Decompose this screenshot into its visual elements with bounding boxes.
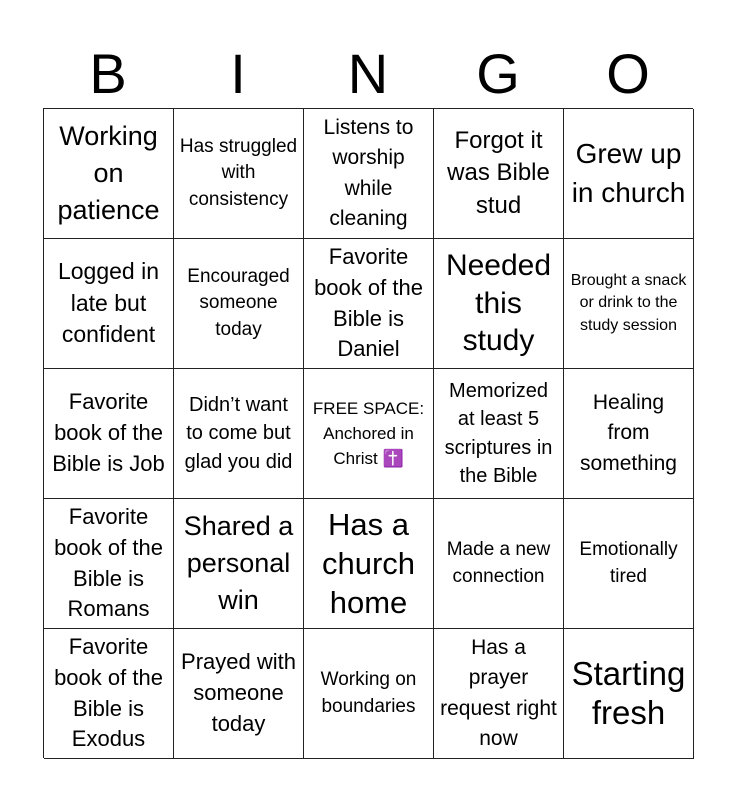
bingo-cell[interactable]: Didn’t want to come but glad you did: [174, 369, 304, 499]
bingo-cell[interactable]: Needed this study: [434, 239, 564, 369]
bingo-header: [43, 40, 693, 108]
bingo-cell[interactable]: Favorite book of the Bible is Daniel: [304, 239, 434, 369]
bingo-cell[interactable]: Brought a snack or drink to the study session: [564, 239, 694, 369]
bingo-cell[interactable]: Favorite book of the Bible is Romans: [44, 499, 174, 629]
bingo-cell[interactable]: Favorite book of the Bible is Exodus: [44, 629, 174, 759]
free-space-cell[interactable]: FREE SPACE: Anchored in Christ ✝️: [304, 369, 434, 499]
bingo-cell[interactable]: Working on patience: [44, 109, 174, 239]
header-letter-g: G: [476, 42, 520, 105]
bingo-card: [43, 108, 693, 758]
bingo-cell[interactable]: Shared a personal win: [174, 499, 304, 629]
bingo-cell[interactable]: Has a prayer request right now: [434, 629, 564, 759]
bingo-cell[interactable]: Memorized at least 5 scriptures in the Bible: [434, 369, 564, 499]
bingo-cell[interactable]: Forgot it was Bible stud: [434, 109, 564, 239]
bingo-cell[interactable]: Has a church home: [304, 499, 434, 629]
bingo-cell[interactable]: Listens to worship while cleaning: [304, 109, 434, 239]
header-letter-n: N: [347, 42, 389, 105]
bingo-cell[interactable]: Encouraged someone today: [174, 239, 304, 369]
header-letter-b: B: [89, 42, 127, 105]
bingo-cell[interactable]: Made a new connection: [434, 499, 564, 629]
bingo-cell[interactable]: Favorite book of the Bible is Job: [44, 369, 174, 499]
bingo-cell[interactable]: Has struggled with consistency: [174, 109, 304, 239]
bingo-cell[interactable]: Logged in late but confident: [44, 239, 174, 369]
bingo-cell[interactable]: Starting fresh: [564, 629, 694, 759]
bingo-cell[interactable]: Working on boundaries: [304, 629, 434, 759]
bingo-cell[interactable]: Emotionally tired: [564, 499, 694, 629]
header-letter-i: I: [230, 42, 246, 105]
bingo-cell[interactable]: Prayed with someone today: [174, 629, 304, 759]
header-letter-o: O: [606, 42, 650, 105]
bingo-cell[interactable]: Grew up in church: [564, 109, 694, 239]
bingo-cell[interactable]: Healing from something: [564, 369, 694, 499]
